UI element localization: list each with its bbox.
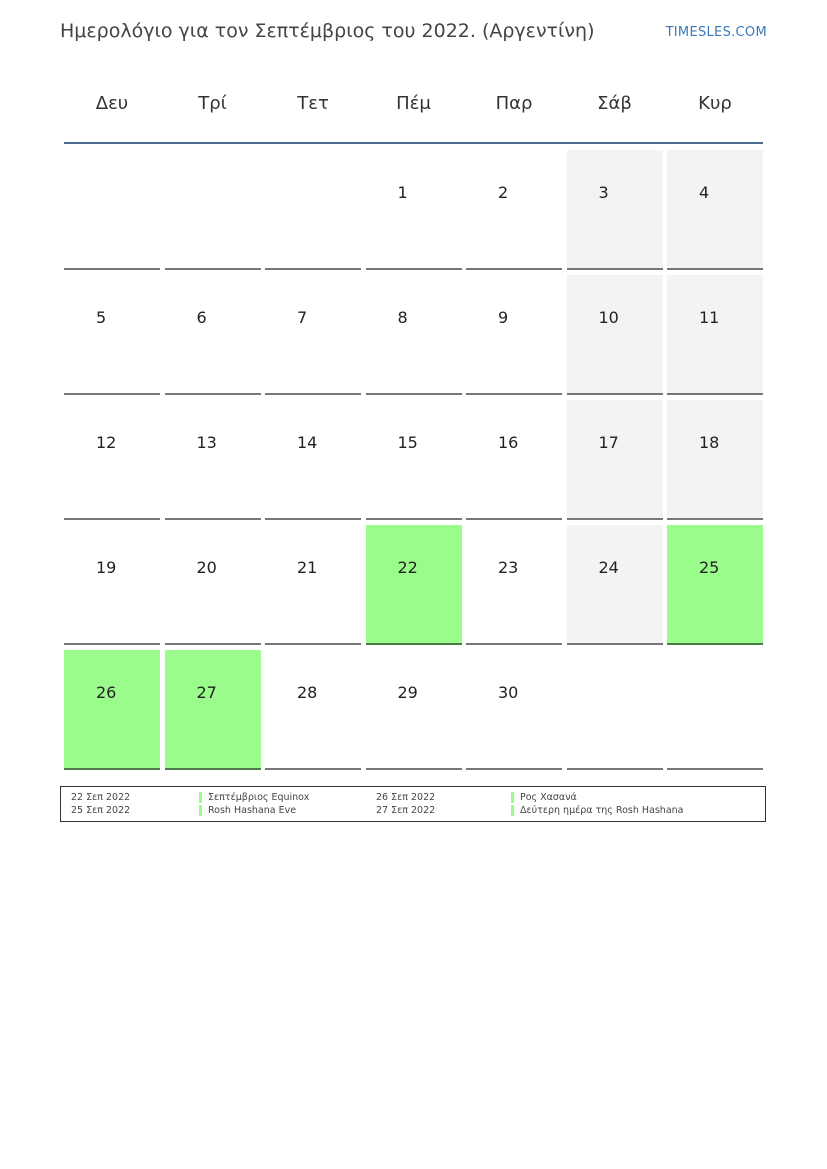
day-cell[interactable] (567, 275, 663, 395)
day-number: 11 (699, 308, 720, 327)
day-cell[interactable] (64, 525, 160, 645)
day-cell-empty (667, 650, 763, 770)
day-number: 29 (397, 683, 418, 702)
day-number: 6 (196, 308, 207, 327)
day-cell[interactable] (265, 275, 361, 395)
legend-date: 22 Σεπ 2022 (71, 792, 131, 803)
weekday-sat: Σάβ (597, 93, 632, 114)
day-number: 15 (397, 433, 418, 452)
day-number: 4 (699, 183, 710, 202)
legend-holiday-name: Δεύτερη ημέρα της Rosh Hashana (511, 805, 683, 816)
day-cell-empty (567, 650, 663, 770)
day-number: 1 (397, 183, 408, 202)
day-cell[interactable] (64, 400, 160, 520)
day-cell-empty (265, 150, 361, 270)
day-cell[interactable] (366, 525, 462, 645)
day-cell-empty (64, 150, 160, 270)
legend-date: 27 Σεπ 2022 (376, 805, 436, 816)
day-number: 9 (498, 308, 509, 327)
day-cell[interactable] (667, 400, 763, 520)
day-number: 7 (297, 308, 308, 327)
day-cell[interactable] (366, 275, 462, 395)
day-cell[interactable] (165, 650, 261, 770)
day-number: 17 (598, 433, 619, 452)
day-number: 27 (196, 683, 217, 702)
day-number: 12 (96, 433, 117, 452)
day-cell[interactable] (466, 275, 562, 395)
day-cell[interactable] (64, 275, 160, 395)
day-cell[interactable] (667, 275, 763, 395)
day-cell[interactable] (567, 400, 663, 520)
day-number: 18 (699, 433, 720, 452)
legend-date: 25 Σεπ 2022 (71, 805, 131, 816)
legend-holiday-name: Ρος Χασανά (511, 792, 577, 803)
weekday-wed: Τετ (297, 93, 329, 114)
day-cell[interactable] (165, 525, 261, 645)
day-number: 28 (297, 683, 318, 702)
day-cell[interactable] (567, 525, 663, 645)
day-cell[interactable] (567, 150, 663, 270)
day-number: 22 (397, 558, 418, 577)
day-cell[interactable] (667, 525, 763, 645)
day-cell[interactable] (366, 400, 462, 520)
day-number: 30 (498, 683, 519, 702)
day-number: 5 (96, 308, 107, 327)
brand-logo-text[interactable]: TIMESLES.COM (665, 25, 767, 40)
day-cell[interactable] (165, 275, 261, 395)
holiday-legend (60, 786, 766, 822)
legend-holiday-name: Rosh Hashana Eve (199, 805, 296, 816)
day-cell[interactable] (466, 150, 562, 270)
day-cell[interactable] (64, 650, 160, 770)
day-number: 16 (498, 433, 519, 452)
weekday-sun: Κυρ (698, 93, 732, 114)
day-number: 10 (598, 308, 619, 327)
day-number: 20 (196, 558, 217, 577)
weekday-tue: Τρί (198, 93, 227, 114)
day-cell[interactable] (265, 650, 361, 770)
day-number: 3 (598, 183, 609, 202)
day-cell-empty (165, 150, 261, 270)
day-number: 26 (96, 683, 117, 702)
day-number: 8 (397, 308, 408, 327)
day-number: 13 (196, 433, 217, 452)
legend-date: 26 Σεπ 2022 (376, 792, 436, 803)
day-cell[interactable] (265, 400, 361, 520)
day-number: 25 (699, 558, 720, 577)
day-number: 23 (498, 558, 519, 577)
day-number: 2 (498, 183, 509, 202)
weekday-header-row (64, 80, 763, 130)
day-cell[interactable] (366, 650, 462, 770)
weekday-mon: Δευ (95, 93, 129, 114)
day-number: 19 (96, 558, 117, 577)
day-cell[interactable] (366, 150, 462, 270)
page-title: Ημερολόγιο για τον Σεπτέμβριος του 2022. (Αργεντίνη) (60, 20, 595, 42)
day-cell[interactable] (466, 650, 562, 770)
calendar-grid (64, 150, 763, 770)
day-number: 21 (297, 558, 318, 577)
day-cell[interactable] (265, 525, 361, 645)
day-cell[interactable] (165, 400, 261, 520)
day-number: 14 (297, 433, 318, 452)
day-cell[interactable] (667, 150, 763, 270)
header-divider (64, 142, 763, 144)
day-cell[interactable] (466, 400, 562, 520)
weekday-fri: Παρ (495, 93, 533, 114)
weekday-thu: Πέμ (396, 93, 431, 114)
day-cell[interactable] (466, 525, 562, 645)
day-number: 24 (598, 558, 619, 577)
legend-holiday-name: Σεπτέμβριος Equinox (199, 792, 309, 803)
